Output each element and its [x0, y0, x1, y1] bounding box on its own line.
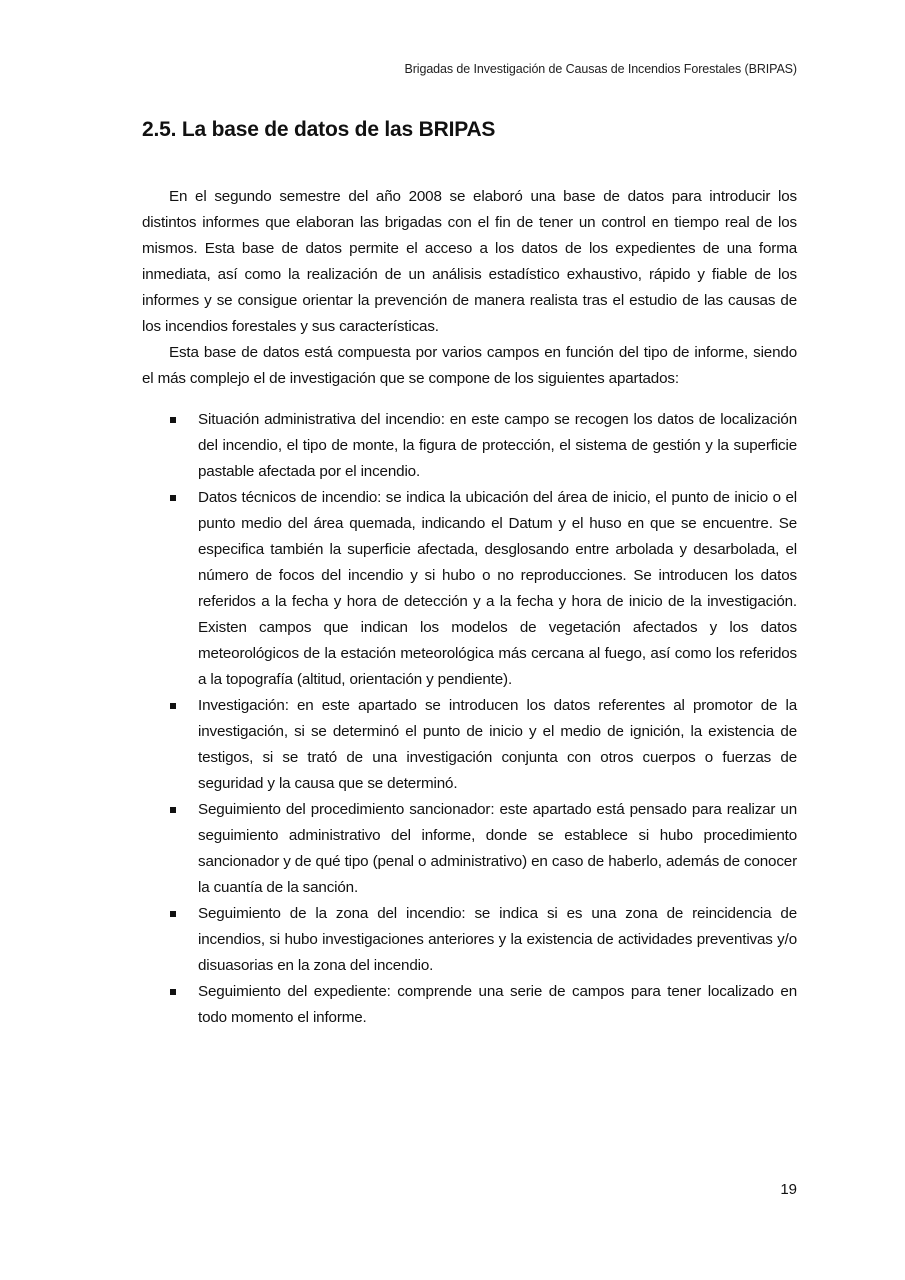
bullet-list: [142, 407, 797, 1031]
body-text: [142, 184, 797, 1031]
running-header: Brigadas de Investigación de Causas de Incendios Forestales (BRIPAS): [404, 62, 797, 76]
square-bullet-icon: [170, 703, 176, 709]
list-item-text: Seguimiento del expediente: comprende una serie de campos para tener localizado en todo momento el informe.: [198, 983, 797, 1026]
square-bullet-icon: [170, 911, 176, 917]
list-item: [142, 407, 797, 485]
list-item: [142, 901, 797, 979]
square-bullet-icon: [170, 495, 176, 501]
list-item-text: Seguimiento del procedimiento sancionador: este apartado está pensado para realizar un seguimiento administrativo del informe, donde se establece si hubo procedimiento sancionador y de qué tipo (penal o administrativo) en caso de haberlo, además de conocer la cuantía de la sanción.: [198, 801, 797, 896]
page-number: 19: [780, 1181, 797, 1198]
section-title: 2.5. La base de datos de las BRIPAS: [142, 118, 496, 141]
square-bullet-icon: [170, 989, 176, 995]
paragraph: Esta base de datos está compuesta por varios campos en función del tipo de informe, siendo el más complejo el de investigación que se compone de los siguientes apartados:: [142, 344, 797, 387]
list-item: [142, 979, 797, 1031]
list-item: [142, 797, 797, 901]
square-bullet-icon: [170, 807, 176, 813]
list-item-text: Datos técnicos de incendio: se indica la ubicación del área de inicio, el punto de inicio o el punto medio del área quemada, indicando el Datum y el huso en que se encuentre. Se especifica también la superficie afectada, desglosando entre arbolada y desarbolada, el número de focos del incendio y si hubo o no reproducciones. Se introducen los datos referidos a la fecha y hora de detección y a la fecha y hora de inicio de la investigación. Existen campos que indican los modelos de vegetación afectados y los datos meteorológicos de la estación meteorológica más cercana al fuego, así como los referidos a la topografía (altitud, orientación y pendiente).: [198, 489, 797, 688]
list-item-text: Seguimiento de la zona del incendio: se indica si es una zona de reincidencia de incendios, si hubo investigaciones anteriores y la existencia de actividades preventivas y/o disuasorias en la zona del incendio.: [198, 905, 797, 974]
list-item-text: Investigación: en este apartado se introducen los datos referentes al promotor de la investigación, si se determinó el punto de inicio y el medio de ignición, la existencia de testigos, si se trató de una investigación conjunta con otros cuerpos o fuerzas de seguridad y la causa que se determinó.: [198, 697, 797, 792]
square-bullet-icon: [170, 417, 176, 423]
list-item: [142, 693, 797, 797]
paragraph: En el segundo semestre del año 2008 se elaboró una base de datos para introducir los distintos informes que elaboran las brigadas con el fin de tener un control en tiempo real de los mismos. Esta base de datos permite el acceso a los datos de los expedientes de una forma inmediata, así como la realización de un análisis estadístico exhaustivo, rápido y fiable de los informes y se consigue orientar la prevención de manera realista tras el estudio de las causas de los incendios forestales y sus características.: [142, 188, 797, 335]
list-item: [142, 485, 797, 693]
list-item-text: Situación administrativa del incendio: en este campo se recogen los datos de localización del incendio, el tipo de monte, la figura de protección, el sistema de gestión y la superficie pastable afectada por el incendio.: [198, 411, 797, 480]
